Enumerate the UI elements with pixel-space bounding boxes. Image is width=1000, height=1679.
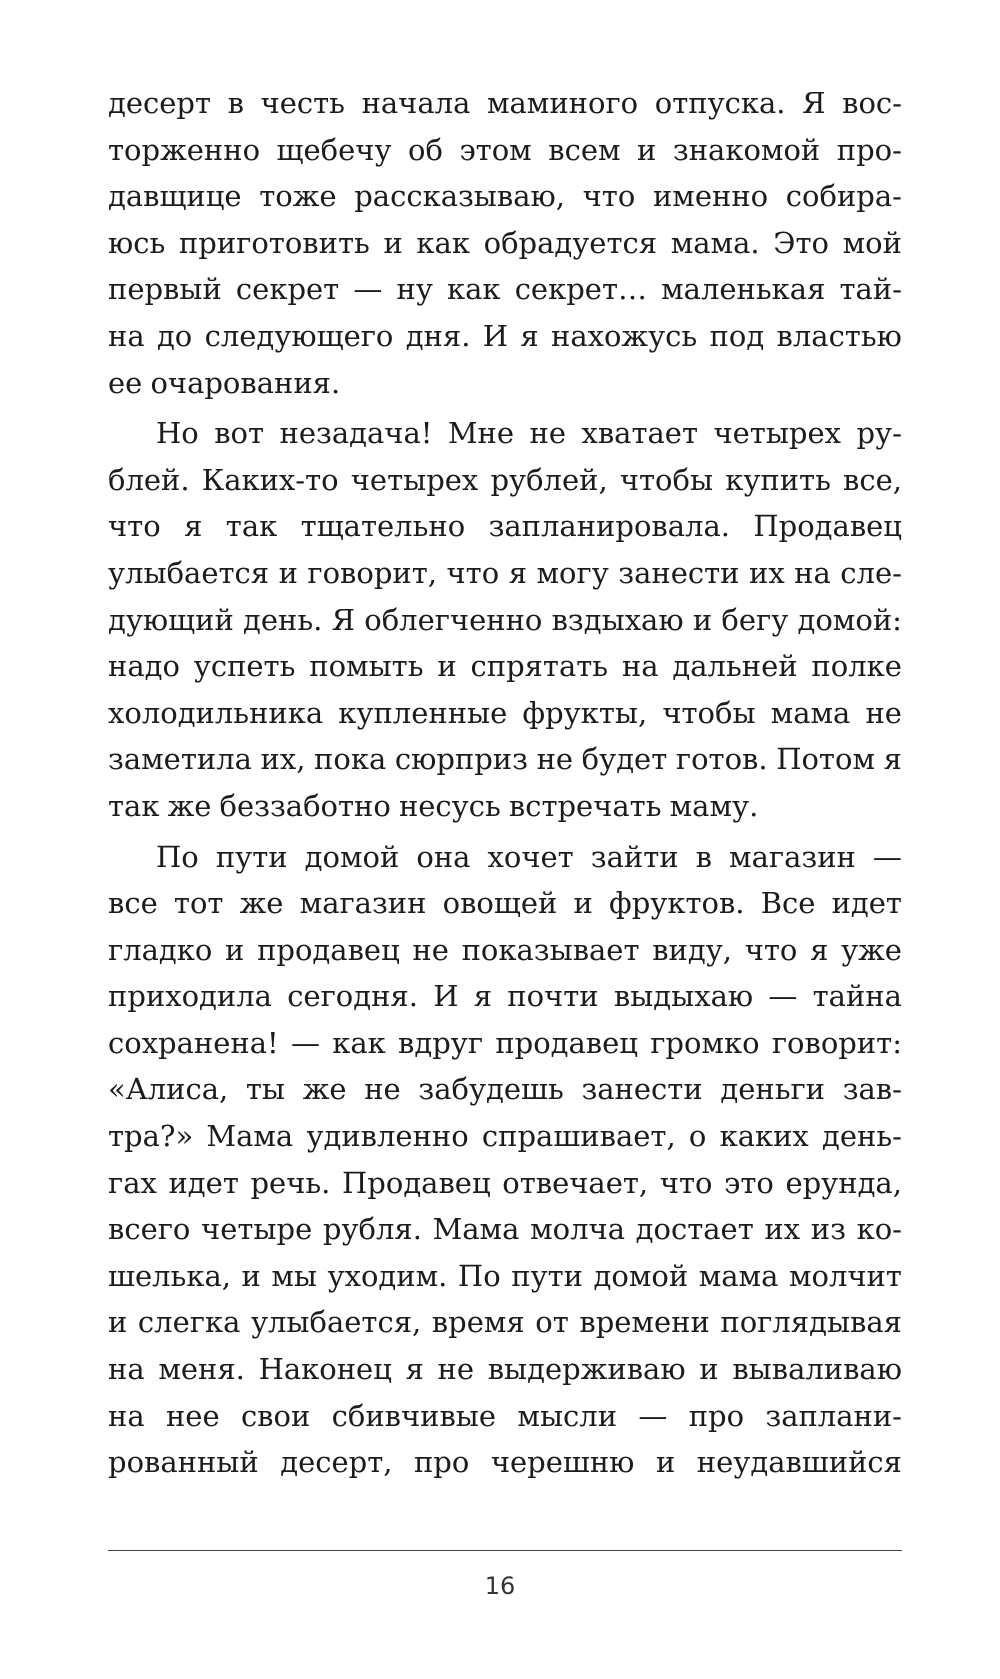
paragraph: [108, 80, 902, 406]
text-line: на до следующего дня. И я нахожусь под властью: [108, 318, 902, 353]
text-line: «Алиса, ты же не забудешь занести деньги зав-: [108, 1072, 902, 1107]
footer-divider: [108, 1550, 902, 1551]
text-line: тра?» Мама удивленно спрашивает, о каких день-: [108, 1119, 902, 1154]
text-line: заметила их, пока сюрприз не будет готов. Потом я: [108, 742, 902, 777]
text-line: и слегка улыбается, время от времени поглядывая: [108, 1305, 902, 1340]
text-line: первый секрет — ну как секрет… маленькая тай-: [108, 272, 902, 307]
text-line: что я так тщательно запланировала. Продавец: [108, 509, 902, 544]
text-line: блей. Каких-то четырех рублей, чтобы купить все,: [108, 462, 902, 497]
text-line: гладко и продавец не показывает виду, что я уже: [108, 932, 902, 967]
text-line: шелька, и мы уходим. По пути домой мама молчит: [108, 1258, 902, 1293]
text-line: надо успеть помыть и спрятать на дальней полке: [108, 649, 902, 684]
text-line: дующий день. Я облегченно вздыхаю и бегу домой:: [108, 602, 902, 637]
text-line: рованный десерт, про черешню и неудавшийся: [108, 1445, 902, 1480]
text-line: всего четыре рубля. Мама молча достает их из ко-: [108, 1212, 902, 1247]
paragraph: [108, 410, 902, 829]
text-line: торженно щебечу об этом всем и знакомой про-: [108, 132, 902, 167]
text-line: сохранена! — как вдруг продавец громко говорит:: [108, 1025, 902, 1060]
paragraph: [108, 834, 902, 1486]
text-line: все тот же магазин овощей и фруктов. Все идет: [108, 886, 902, 921]
text-line: на нее свои сбивчивые мысли — про заплани-: [108, 1398, 902, 1433]
page-number: 16: [484, 1572, 516, 1600]
text-line: давщице тоже рассказываю, что именно собира-: [108, 179, 902, 214]
text-line: гах идет речь. Продавец отвечает, что это ерунда,: [108, 1165, 902, 1200]
body-text: [108, 80, 902, 1486]
text-line: улыбается и говорит, что я могу занести их на сле-: [108, 555, 902, 590]
text-line: приходила сегодня. И я почти выдыхаю — тайна: [108, 979, 902, 1014]
text-line: юсь приготовить и как обрадуется мама. Это мой: [108, 225, 902, 260]
text-line: Но вот незадача! Мне не хватает четырех ру-: [156, 416, 902, 451]
text-line: ее очарования.: [108, 365, 341, 400]
text-line: так же беззаботно несусь встречать маму.: [108, 788, 759, 823]
text-line: на меня. Наконец я не выдерживаю и вываливаю: [108, 1352, 902, 1387]
text-line: холодильника купленные фрукты, чтобы мама не: [108, 695, 902, 730]
text-line: По пути домой она хочет зайти в магазин —: [156, 839, 902, 874]
text-line: десерт в честь начала маминого отпуска. Я вос-: [108, 86, 902, 120]
